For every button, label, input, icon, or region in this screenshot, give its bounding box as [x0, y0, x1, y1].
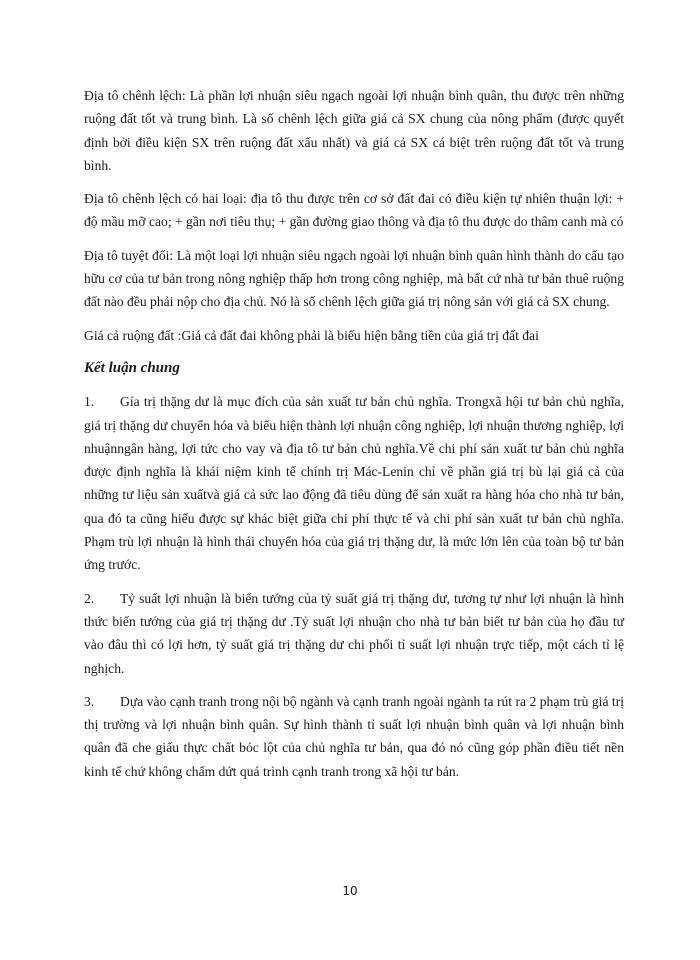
- page-body: [84, 84, 624, 793]
- paragraph-land-price: Giá cả ruộng đất :Giá cả đất đai không phải là biểu hiện bằng tiền của giá trị đất đai: [84, 327, 539, 343]
- list-item-text: Gía trị thặng dư là mục đích của sản xuất tư bản chủ nghĩa. Trongxã hội tư bản chủ nghĩa, giá trị thặng dư chuyển hóa và biểu hiện thành lợi nhuận công nghiệp, lợi nhuận thương nghiệp, lợi nhuậnngân hàng, lợi tức cho vay và địa tô tư bản chủ nghĩa.Về chi phí sản xuất tư bản chủ nghĩa được định nghĩa là khái niệm kinh tế chính trị Mác-Lenin chỉ về phần giá trị bù lại giá cả của những tư liệu sản xuấtvà giá cả sức lao động đã tiêu dùng để sản xuất ra hàng hóa cho nhà tư bản, qua đó ta cũng hiểu được sự khác biệt giữa chi phí thực tế và chi phí sản xuất tư bản chủ nghĩa. Phạm trù lợi nhuận là hình thái chuyển hóa của giá trị thặng dư, là mức lớn lên của toàn bộ tư bản ứng trước.: [84, 394, 624, 573]
- paragraph-differential-rent: Địa tô chênh lệch: Là phần lợi nhuận siêu ngạch ngoài lợi nhuận bình quân, thu được trên những ruộng đất tốt và trung bình. Là số chênh lệch giữa giá cả SX chung của nông phẩm (được quyết định bởi điều kiện SX trên ruộng đất xấu nhất) và giá cả SX cá biệt trên ruộng đất tốt và trung bình.: [84, 88, 624, 173]
- list-item-text: Tỷ suất lợi nhuận là biến tướng của tỷ suất giá trị thặng dư, tương tự như lợi nhuận là hình thức biến tướng của giá trị thặng dư .Tỷ suất lợi nhuận cho nhà tư bản biết tư bản của họ đầu tư vào đâu thì có lợi hơn, tỷ suất giá trị thặng dư chi phối tỉ suất lợi nhuận trực tiếp, một cách tỉ lệ nghịch.: [84, 590, 624, 676]
- list-item-text: Dựa vào cạnh tranh trong nội bộ ngành và cạnh tranh ngoài ngành ta rút ra 2 phạm trù giá trị thị trường và lợi nhuận bình quân. Sự hình thành tỉ suất lợi nhuận bình quân và lợi nhuận bình quân đã che giấu thực chất bóc lột của chủ nghĩa tư bản, qua đó nó cũng góp phần điều tiết nền kinh tế chứ không chấm dứt quá trình cạnh tranh trong xã hội tư bản.: [84, 693, 624, 779]
- list-item-number: 2.: [84, 590, 95, 606]
- list-item: [84, 587, 624, 680]
- paragraph-differential-rent-types: Địa tô chênh lệch có hai loại: địa tô thu được trên cơ sở đất đai có điều kiện tự nhiên thuận lợi: + độ mầu mỡ cao; + gần nơi tiêu thụ; + gần đường giao thông và địa tô thu được do thâm canh mà có: [84, 191, 624, 230]
- section-heading: Kết luận chung: [84, 359, 180, 376]
- list-item-number: 1.: [84, 394, 95, 410]
- list-item: [84, 690, 624, 783]
- page-number: 10: [342, 884, 358, 898]
- paragraph-absolute-rent: Địa tô tuyệt đối: Là một loại lợi nhuận siêu ngạch ngoài lợi nhuận bình quân hình thành do cấu tạo hữu cơ của tư bản trong nông nghiệp thấp hơn trong công nghiệp, mà bất cứ nhà tư bản thuê ruộng đất nào đều phải nộp cho địa chủ. Nó là số chênh lệch giữa giá trị nông sản với giá cả SX chung.: [84, 247, 624, 310]
- list-item-number: 3.: [84, 693, 95, 709]
- list-item: [84, 390, 624, 576]
